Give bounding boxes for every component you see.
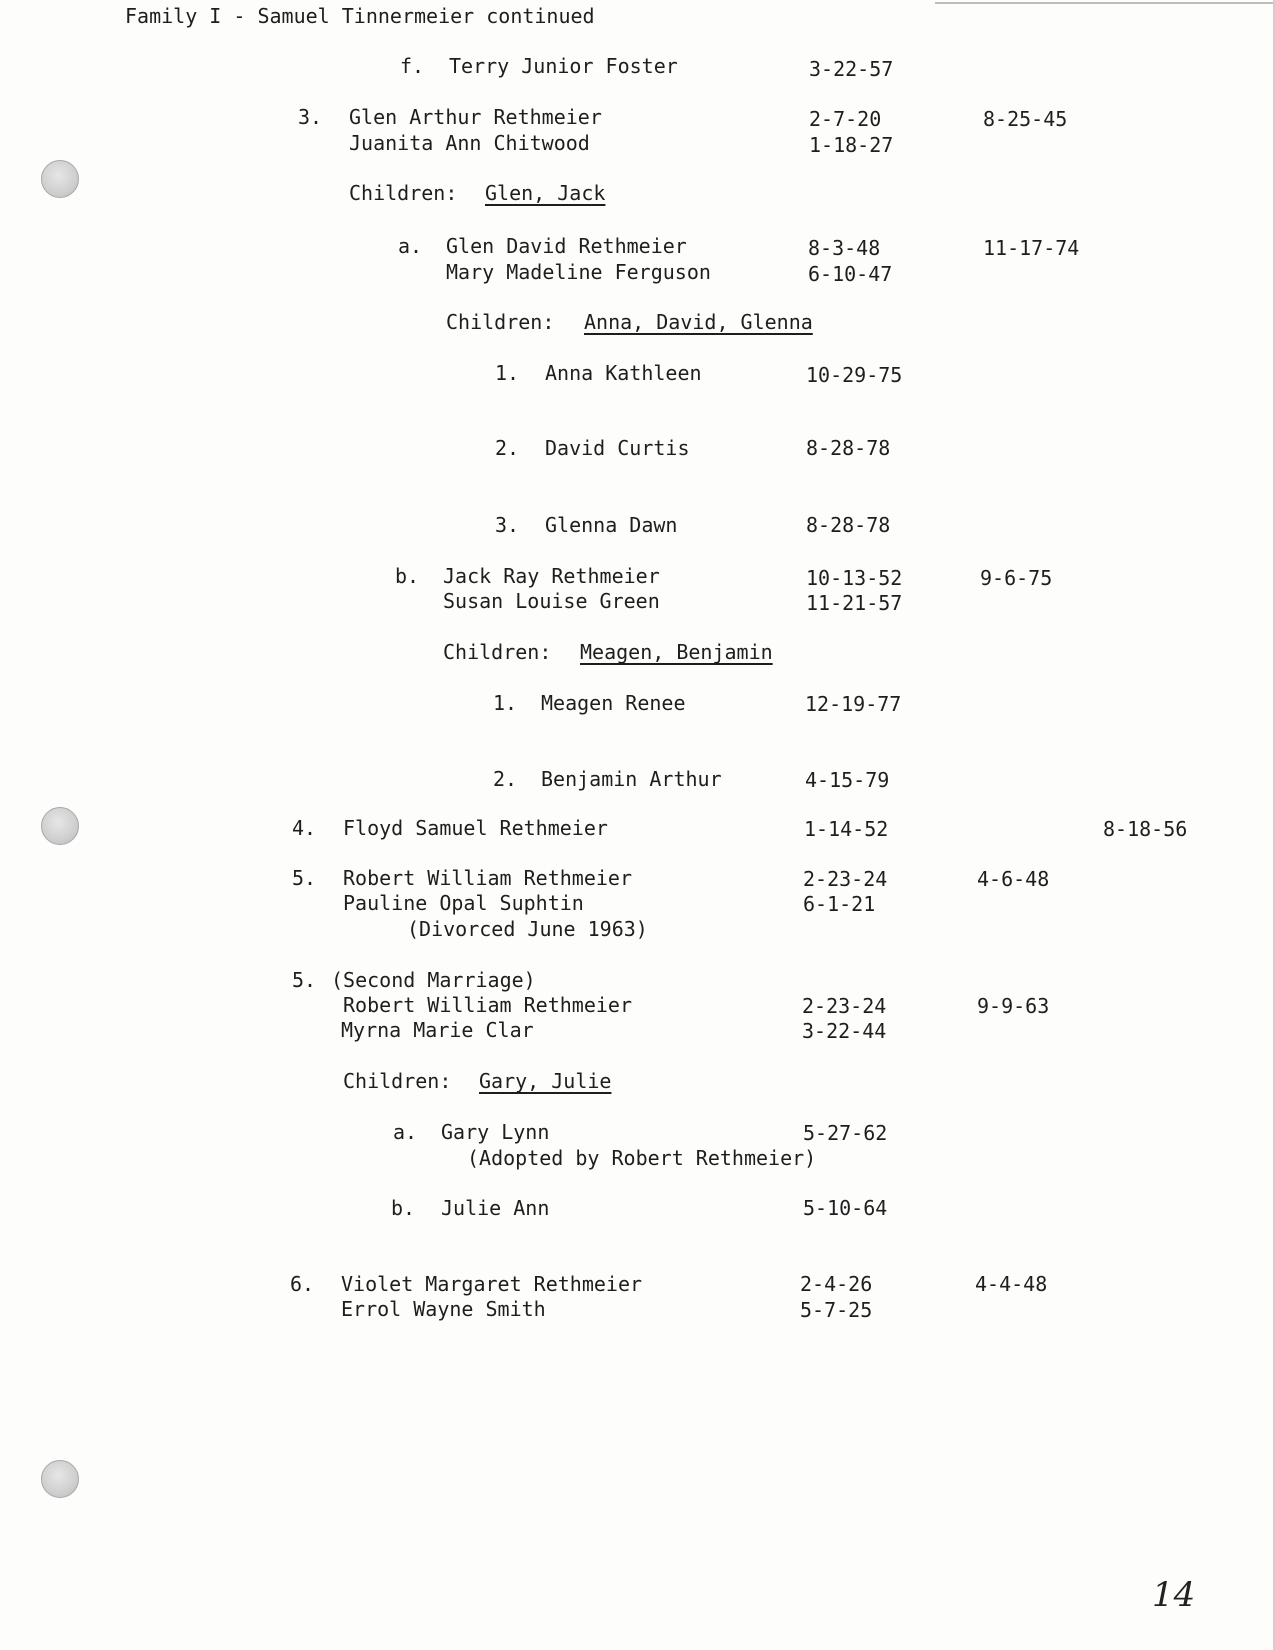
entry-number: 2. [493,767,518,791]
children-list: Glen, Jack [485,181,606,205]
birth-date: 6-10-47 [808,262,893,286]
person-name: Glen Arthur Rethmeier [349,105,602,129]
birth-date: 3-22-57 [809,57,894,81]
person-name: Robert William Rethmeier [343,866,632,890]
page-number: 14 [1152,1575,1196,1615]
entry-number: 5. [292,866,317,890]
birth-date: 5-10-64 [803,1196,888,1220]
marriage-date: 9-6-75 [980,566,1053,590]
person-name: Jack Ray Rethmeier [443,564,660,588]
entry-label: a. [393,1120,418,1144]
birth-date: 5-27-62 [803,1121,888,1145]
entry-number: 4. [292,816,317,840]
entry-number: 2. [495,436,520,460]
entry-label: b. [391,1196,416,1220]
person-name: Glen David Rethmeier [446,234,687,258]
marriage-date: 9-9-63 [977,994,1050,1018]
page-header: Family I - Samuel Tinnermeier continued [125,4,595,28]
birth-date: 1-14-52 [804,817,889,841]
birth-date: 8-28-78 [806,513,891,537]
spouse-name: Susan Louise Green [443,589,660,613]
adoption-note: (Adopted by Robert Rethmeier) [467,1146,817,1170]
binder-hole-icon [41,1460,79,1498]
entry-number: 1. [493,691,518,715]
spouse-name: Errol Wayne Smith [341,1297,546,1321]
entry-number: 3. [495,513,520,537]
marriage-date: 11-17-74 [983,236,1080,260]
birth-date: 1-18-27 [809,133,894,157]
entry-number: 1. [495,361,520,385]
person-name: David Curtis [545,436,690,460]
person-name: Terry Junior Foster [449,54,678,78]
entry-label: f. [400,54,425,78]
person-name: Meagen Renee [541,691,686,715]
birth-date: 5-7-25 [800,1298,873,1322]
birth-date: 2-7-20 [809,107,882,131]
person-name: Gary Lynn [441,1120,550,1144]
children-list: Meagen, Benjamin [580,640,773,664]
birth-date: 3-22-44 [802,1019,887,1043]
children-label: Children: [443,640,552,664]
birth-date: 6-1-21 [803,892,876,916]
person-name: Julie Ann [441,1196,550,1220]
spouse-name: Myrna Marie Clar [341,1018,534,1042]
children-list: Gary, Julie [479,1069,612,1093]
entry-number: 3. [298,105,323,129]
person-name: Robert William Rethmeier [343,993,632,1017]
children-list: Anna, David, Glenna [584,310,813,334]
person-name: Benjamin Arthur [541,767,722,791]
children-label: Children: [349,181,458,205]
birth-date: 10-29-75 [806,363,903,387]
marriage-date: 4-4-48 [975,1272,1048,1296]
entry-label: b. [395,564,420,588]
top-edge-line [935,2,1275,4]
spouse-name: Mary Madeline Ferguson [446,260,711,284]
death-date: 8-18-56 [1103,817,1188,841]
birth-date: 10-13-52 [806,566,903,590]
entry-number: 6. [290,1272,315,1296]
children-label: Children: [343,1069,452,1093]
birth-date: 8-3-48 [808,236,881,260]
entry-number: 5. [292,968,317,992]
entry-label: a. [398,234,423,258]
marriage-note: (Second Marriage) [331,968,536,992]
spouse-name: Juanita Ann Chitwood [349,131,590,155]
birth-date: 11-21-57 [806,591,903,615]
marriage-date: 4-6-48 [977,867,1050,891]
birth-date: 2-4-26 [800,1272,873,1296]
birth-date: 8-28-78 [806,436,891,460]
children-label: Children: [446,310,555,334]
birth-date: 4-15-79 [805,768,890,792]
person-name: Anna Kathleen [545,361,702,385]
binder-hole-icon [41,160,79,198]
binder-hole-icon [41,807,79,845]
spouse-name: Pauline Opal Suphtin [343,891,584,915]
birth-date: 2-23-24 [803,867,888,891]
marriage-date: 8-25-45 [983,107,1068,131]
person-name: Glenna Dawn [545,513,678,537]
divorce-note: (Divorced June 1963) [407,917,648,941]
birth-date: 2-23-24 [802,994,887,1018]
person-name: Floyd Samuel Rethmeier [343,816,608,840]
birth-date: 12-19-77 [805,692,902,716]
person-name: Violet Margaret Rethmeier [341,1272,643,1296]
